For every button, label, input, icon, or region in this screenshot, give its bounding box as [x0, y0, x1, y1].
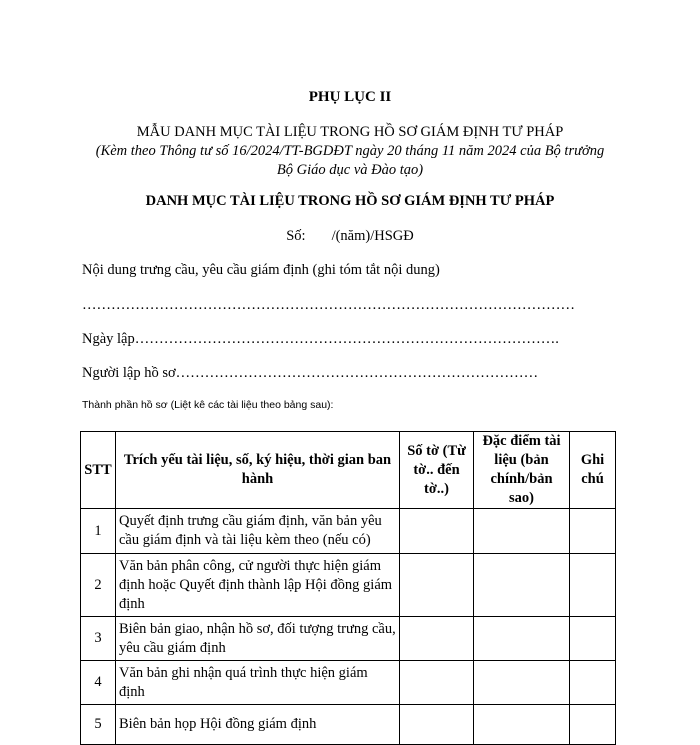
row-number: 2: [81, 554, 116, 617]
row-number: 4: [81, 661, 116, 705]
creator-field: Người lập hồ sơ…………………………………………………………………: [82, 365, 539, 381]
row-notes-cell: [570, 617, 616, 661]
header-document-type: Đặc điểm tài liệu (bản chính/bản sao): [474, 432, 570, 509]
number-label: Số:: [286, 228, 306, 244]
header-sheet-count: Số tờ (Từ tờ.. đến tờ..): [400, 432, 474, 509]
header-summary: Trích yếu tài liệu, số, ký hiệu, thời gian ban hành: [116, 432, 400, 509]
row-document: Biên bản giao, nhận hồ sơ, đối tượng trưng cầu, yêu cầu giám định: [116, 617, 400, 661]
row-type-cell: [474, 661, 570, 705]
row-notes-cell: [570, 705, 616, 745]
table-header-row: [81, 432, 616, 509]
row-number: 1: [81, 509, 116, 554]
table-row: [81, 705, 616, 745]
row-type-cell: [474, 509, 570, 554]
document-list-title: DANH MỤC TÀI LIỆU TRONG HỒ SƠ GIÁM ĐỊNH TƯ PHÁP: [145, 193, 555, 209]
row-sheet-cell: [400, 661, 474, 705]
circular-reference-line-1: (Kèm theo Thông tư số 16/2024/TT-BGDĐT ngày 20 tháng 11 năm 2024 của Bộ trưởng: [95, 143, 605, 159]
row-document: Văn bản phân công, cử người thực hiện giám định hoặc Quyết định thành lập Hội đồng giám định: [116, 554, 400, 617]
creation-date-field: Ngày lập…………………………………………………………………………….: [82, 331, 559, 347]
row-type-cell: [474, 554, 570, 617]
row-document: Biên bản họp Hội đồng giám định: [116, 705, 400, 745]
circular-reference-line-2: Bộ Giáo dục và Đào tạo): [276, 162, 424, 178]
file-components-note: Thành phần hồ sơ (Liệt kê các tài liệu theo bảng sau):: [82, 399, 334, 411]
appendix-title: PHỤ LỤC II: [308, 89, 392, 105]
row-type-cell: [474, 705, 570, 745]
table-row: [81, 509, 616, 554]
row-type-cell: [474, 617, 570, 661]
request-content-dots: …………………………………………………………………………………………: [82, 297, 575, 313]
row-notes-cell: [570, 661, 616, 705]
row-notes-cell: [570, 509, 616, 554]
number-value: /(năm)/HSGĐ: [331, 228, 414, 244]
header-notes: Ghi chú: [570, 432, 616, 509]
row-number: 3: [81, 617, 116, 661]
row-document: Quyết định trưng cầu giám định, văn bản yêu cầu giám định và tài liệu kèm theo (nếu có): [116, 509, 400, 554]
table-row: [81, 617, 616, 661]
row-sheet-cell: [400, 554, 474, 617]
form-title: MẪU DANH MỤC TÀI LIỆU TRONG HỒ SƠ GIÁM ĐỊNH TƯ PHÁP: [136, 124, 564, 140]
row-sheet-cell: [400, 617, 474, 661]
row-document: Văn bản ghi nhận quá trình thực hiện giám định: [116, 661, 400, 705]
row-sheet-cell: [400, 509, 474, 554]
row-notes-cell: [570, 554, 616, 617]
row-number: 5: [81, 705, 116, 745]
request-content-label: Nội dung trưng cầu, yêu cầu giám định (ghi tóm tắt nội dung): [82, 262, 440, 278]
header-stt: STT: [81, 432, 116, 509]
circular-reference: [0, 142, 700, 180]
document-number: [0, 228, 700, 245]
row-sheet-cell: [400, 705, 474, 745]
table-row: [81, 554, 616, 617]
table-row: [81, 661, 616, 705]
document-table: [80, 431, 616, 745]
